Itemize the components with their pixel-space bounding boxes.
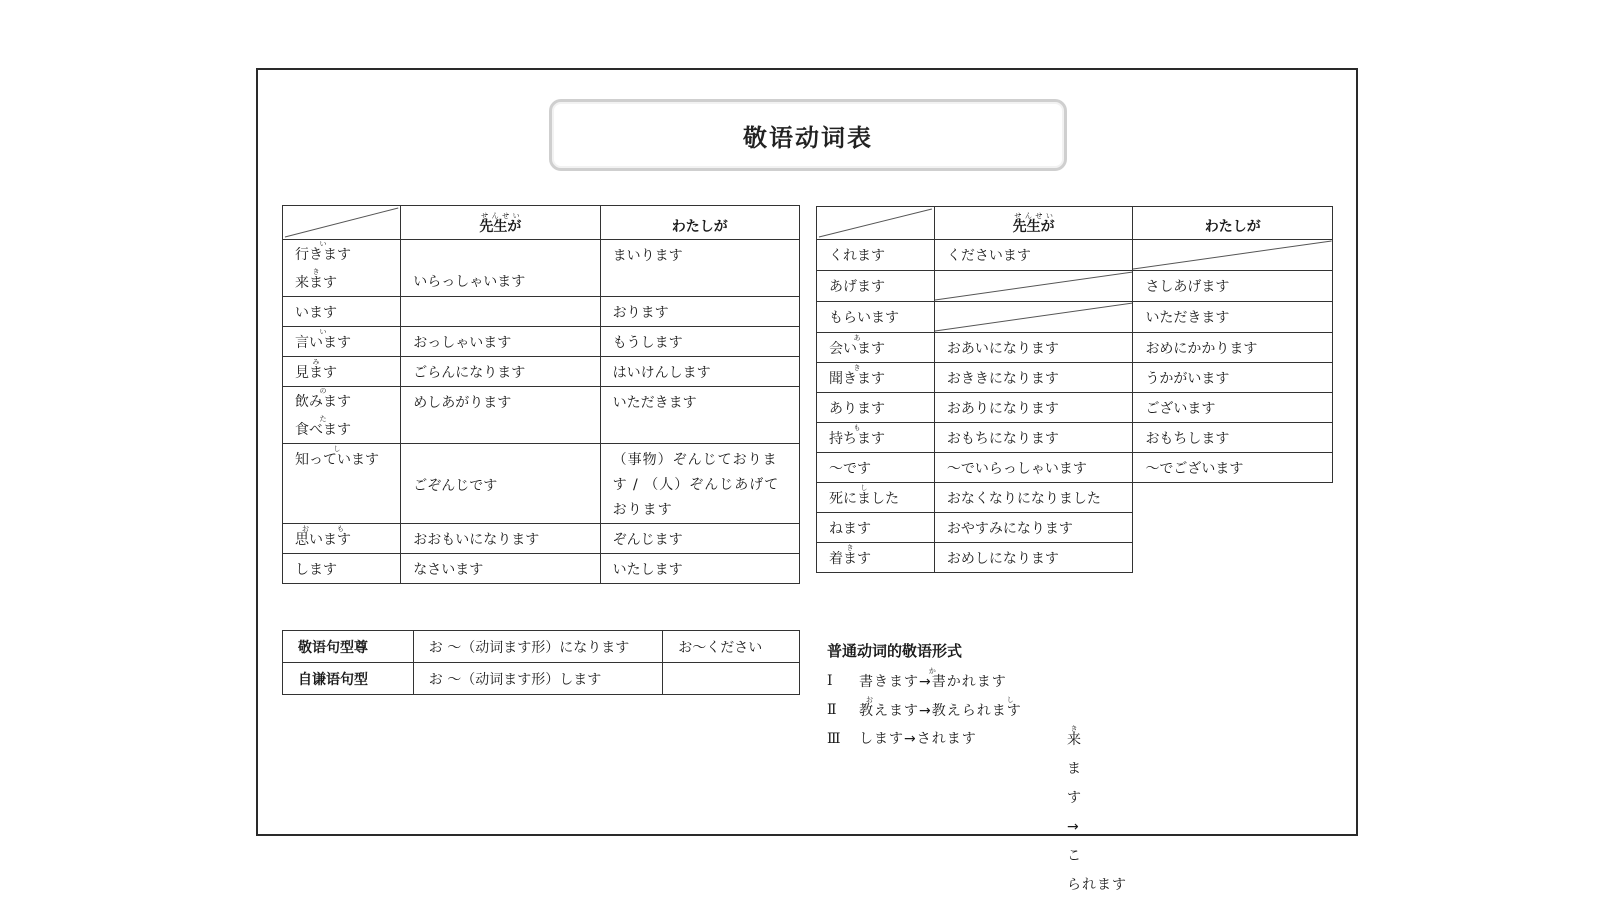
verb-cell: います bbox=[283, 297, 401, 327]
header-watashi: わたしが bbox=[600, 206, 799, 240]
verb-cell: します bbox=[283, 554, 401, 584]
table-row bbox=[817, 302, 1333, 333]
verb-cell: 言いますい bbox=[283, 327, 401, 357]
honor-cell: めしあがります bbox=[401, 387, 600, 444]
table-row bbox=[283, 631, 800, 663]
item-text: します→されます bbox=[859, 731, 977, 747]
table-row bbox=[817, 240, 1333, 271]
verb-cell: 行きますい 来ますき bbox=[283, 240, 401, 297]
honor-cell: おっしゃいます bbox=[401, 327, 600, 357]
title-box bbox=[549, 99, 1067, 171]
humble-cell: もうします bbox=[600, 327, 799, 357]
honorific-forms-section bbox=[827, 640, 1127, 893]
right-verb-table bbox=[816, 206, 1333, 573]
honor-cell: おやすみになります bbox=[934, 513, 1133, 543]
left-verb-table bbox=[282, 205, 800, 584]
humble-cell: おもちします bbox=[1133, 423, 1333, 453]
verb-cell: もらいます bbox=[817, 302, 935, 333]
header-diagonal-cell bbox=[817, 207, 935, 240]
humble-cell: まいります bbox=[600, 240, 799, 297]
table-row bbox=[817, 363, 1333, 393]
verb-cell: 会いますあ bbox=[817, 333, 935, 363]
table-row bbox=[283, 327, 800, 357]
blank-cell bbox=[1133, 543, 1333, 573]
honor-cell: おあいになります bbox=[934, 333, 1133, 363]
pattern-form: お ～（动词ます形）します bbox=[413, 663, 663, 695]
item-number: Ⅰ bbox=[827, 673, 833, 689]
table-row bbox=[283, 297, 800, 327]
page-title: 敬语动词表 bbox=[743, 123, 873, 152]
pattern-form: お ～（动词ます形）になります bbox=[413, 631, 663, 663]
table-row bbox=[817, 393, 1333, 423]
header-watashi: わたしが bbox=[1133, 207, 1333, 240]
item-text: 書きます→書かれますか bbox=[859, 667, 1007, 690]
honor-cell: ごらんになります bbox=[401, 357, 600, 387]
table-row bbox=[817, 423, 1333, 453]
humble-cell: はいけんします bbox=[600, 357, 799, 387]
table-row bbox=[817, 453, 1333, 483]
table-row bbox=[817, 543, 1333, 573]
humble-cell: いただきます bbox=[1133, 302, 1333, 333]
verb-cell: くれます bbox=[817, 240, 935, 271]
humble-cell: さしあげます bbox=[1133, 271, 1333, 302]
humble-cell: いただきます bbox=[600, 387, 799, 444]
table-row bbox=[283, 240, 800, 297]
verb-cell: ～です bbox=[817, 453, 935, 483]
item-number: Ⅱ bbox=[827, 702, 837, 718]
honor-cell: おありになります bbox=[934, 393, 1133, 423]
verb-cell: 死にましたし bbox=[817, 483, 935, 513]
item-text: 教えます→教えられますおし bbox=[859, 696, 1022, 719]
blank-cell bbox=[1133, 483, 1333, 513]
table-row bbox=[283, 444, 800, 524]
table-row bbox=[283, 387, 800, 444]
pattern-table bbox=[282, 630, 800, 695]
table-row bbox=[283, 524, 800, 554]
verb-cell: 思いますおも bbox=[283, 524, 401, 554]
verb-cell: 着ますき bbox=[817, 543, 935, 573]
humble-cell: （事物）ぞんじております / （人）ぞんじあげております bbox=[600, 444, 799, 524]
table-row bbox=[283, 554, 800, 584]
list-item bbox=[827, 667, 1022, 696]
item-text-2: 来ます→こられますき bbox=[1067, 725, 1127, 893]
pattern-extra: お～ください bbox=[663, 631, 800, 663]
empty-diagonal-cell bbox=[934, 302, 1133, 333]
empty-diagonal-cell bbox=[1133, 240, 1333, 271]
verb-cell: あります bbox=[817, 393, 935, 423]
honor-cell: くださいます bbox=[934, 240, 1133, 271]
header-diagonal-cell bbox=[283, 206, 401, 240]
honor-cell: おもちになります bbox=[934, 423, 1133, 453]
item-number: Ⅲ bbox=[827, 731, 841, 747]
honor-cell: なさいます bbox=[401, 554, 600, 584]
header-sensei: 先生がせんせい bbox=[401, 206, 600, 240]
humble-cell: ～でございます bbox=[1133, 453, 1333, 483]
table-row bbox=[283, 663, 800, 695]
list-item bbox=[827, 725, 1127, 893]
honor-cell: いらっしゃいます bbox=[401, 240, 600, 297]
table-row bbox=[817, 513, 1333, 543]
empty-diagonal-cell bbox=[934, 271, 1133, 302]
forms-title: 普通动词的敬语形式 bbox=[827, 642, 963, 660]
honor-cell: おめしになります bbox=[934, 543, 1133, 573]
pattern-label: 自谦语句型 bbox=[283, 663, 414, 695]
header-sensei: 先生がせんせい bbox=[934, 207, 1133, 240]
pattern-extra bbox=[663, 663, 800, 695]
humble-cell: おります bbox=[600, 297, 799, 327]
verb-cell: 飲みますの 食べますた bbox=[283, 387, 401, 444]
humble-cell: いたします bbox=[600, 554, 799, 584]
verb-cell: 知っていますし bbox=[283, 444, 401, 524]
verb-cell: あげます bbox=[817, 271, 935, 302]
honor-cell bbox=[401, 297, 600, 327]
verb-cell: 持ちますも bbox=[817, 423, 935, 453]
honor-cell: おなくなりになりました bbox=[934, 483, 1133, 513]
humble-cell: うかがいます bbox=[1133, 363, 1333, 393]
table-row bbox=[817, 483, 1333, 513]
table-row bbox=[283, 357, 800, 387]
honor-cell: ごぞんじです bbox=[401, 444, 600, 524]
table-row bbox=[817, 271, 1333, 302]
verb-cell: ねます bbox=[817, 513, 935, 543]
honor-cell: おききになります bbox=[934, 363, 1133, 393]
table-row bbox=[817, 333, 1333, 363]
verb-cell: 聞きますき bbox=[817, 363, 935, 393]
verb-cell: 見ますみ bbox=[283, 357, 401, 387]
honor-cell: おおもいになります bbox=[401, 524, 600, 554]
honor-cell: ～でいらっしゃいます bbox=[934, 453, 1133, 483]
pattern-label: 敬语句型尊 bbox=[283, 631, 414, 663]
humble-cell: ございます bbox=[1133, 393, 1333, 423]
blank-cell bbox=[1133, 513, 1333, 543]
humble-cell: おめにかかります bbox=[1133, 333, 1333, 363]
list-item bbox=[827, 696, 1022, 725]
humble-cell: ぞんじます bbox=[600, 524, 799, 554]
